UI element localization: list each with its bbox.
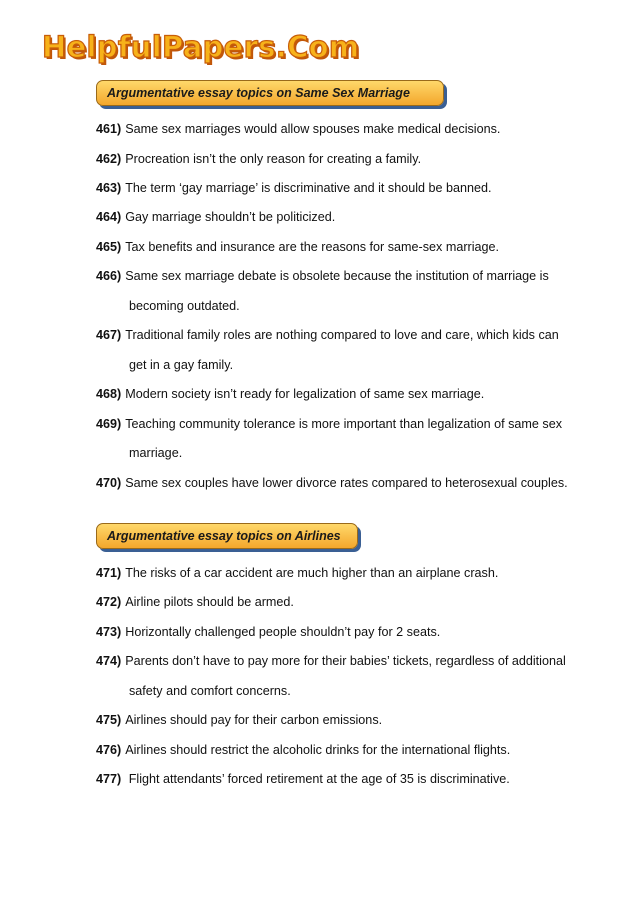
list-item <box>96 240 606 254</box>
list-item <box>96 566 606 580</box>
item-number: 467) <box>96 328 122 342</box>
item-text: Traditional family roles are nothing compared to love and care, which kids can <box>125 328 559 342</box>
item-continuation: becoming outdated. <box>129 299 240 313</box>
list-item <box>96 152 606 166</box>
item-text: Flight attendants’ forced retirement at the age of 35 is discriminative. <box>125 772 510 786</box>
item-continuation: safety and comfort concerns. <box>129 684 291 698</box>
list-item <box>96 654 606 668</box>
list-item <box>96 122 606 136</box>
item-number: 468) <box>96 387 122 401</box>
item-number: 461) <box>96 122 122 136</box>
item-number: 471) <box>96 566 122 580</box>
item-text: Same sex couples have lower divorce rates compared to heterosexual couples. <box>125 476 568 490</box>
list-item <box>96 625 606 639</box>
item-text: Airlines should pay for their carbon emissions. <box>125 713 383 727</box>
item-number: 475) <box>96 713 122 727</box>
list-item <box>96 772 606 786</box>
section-heading-text: Argumentative essay topics on Same Sex Marriage <box>107 86 410 100</box>
list-item <box>96 269 606 283</box>
item-text: Modern society isn’t ready for legalization of same sex marriage. <box>125 387 485 401</box>
item-continuation: get in a gay family. <box>129 358 234 372</box>
section-heading-text: Argumentative essay topics on Airlines <box>107 529 341 543</box>
item-text: The risks of a car accident are much higher than an airplane crash. <box>125 566 499 580</box>
item-number: 476) <box>96 743 122 757</box>
item-number: 472) <box>96 595 122 609</box>
item-number: 464) <box>96 210 122 224</box>
list-item <box>96 210 606 224</box>
item-text: Same sex marriages would allow spouses make medical decisions. <box>125 122 501 136</box>
list-item <box>96 328 606 342</box>
item-number: 473) <box>96 625 122 639</box>
list-item <box>96 476 606 490</box>
item-number: 477) <box>96 772 122 786</box>
item-number: 462) <box>96 152 122 166</box>
item-number: 470) <box>96 476 122 490</box>
item-text: Airlines should restrict the alcoholic drinks for the international flights. <box>125 743 511 757</box>
list-item <box>96 417 606 431</box>
item-text: The term ‘gay marriage’ is discriminative and it should be banned. <box>125 181 492 195</box>
list-item <box>96 743 606 757</box>
item-text: Parents don’t have to pay more for their babies’ tickets, regardless of additional <box>125 654 566 668</box>
item-text: Horizontally challenged people shouldn’t pay for 2 seats. <box>125 625 441 639</box>
item-text: Procreation isn’t the only reason for creating a family. <box>125 152 422 166</box>
section-heading-airlines <box>96 523 358 549</box>
item-number: 463) <box>96 181 122 195</box>
item-text: Airline pilots should be armed. <box>125 595 294 609</box>
item-number: 465) <box>96 240 122 254</box>
site-logo: HelpfulPapers.Com <box>42 30 360 64</box>
item-text: Teaching community tolerance is more important than legalization of same sex <box>125 417 563 431</box>
item-text: Tax benefits and insurance are the reasons for same-sex marriage. <box>125 240 500 254</box>
item-text: Gay marriage shouldn’t be politicized. <box>125 210 336 224</box>
list-item <box>96 595 606 609</box>
list-item <box>96 713 606 727</box>
item-number: 469) <box>96 417 122 431</box>
item-text: Same sex marriage debate is obsolete because the institution of marriage is <box>125 269 549 283</box>
item-number: 466) <box>96 269 122 283</box>
list-item <box>96 181 606 195</box>
list-item <box>96 387 606 401</box>
item-number: 474) <box>96 654 122 668</box>
section-heading-same-sex-marriage <box>96 80 444 106</box>
item-continuation: marriage. <box>129 446 183 460</box>
